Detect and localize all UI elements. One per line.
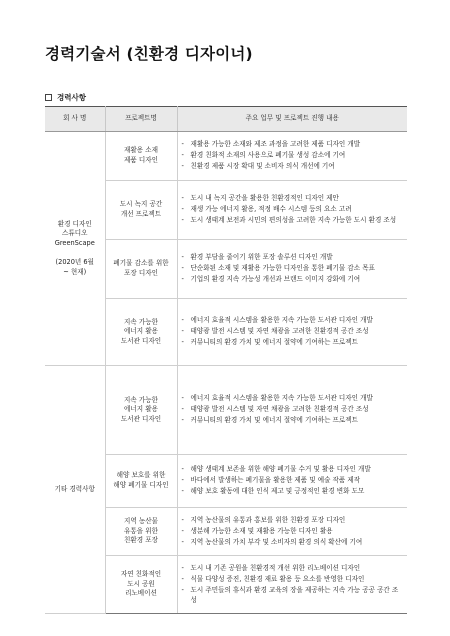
project-name: 도시 녹지 공간 개선 프로젝트 [105,181,177,240]
project-name: 지속 가능한 에너지 활용 도서관 디자인 [105,299,177,366]
career-table [45,106,407,614]
duty-item: - 기업의 환경 지속 가능성 개선과 브랜드 이미지 강화에 기여 [182,275,404,285]
duty-item: - 해양 생태계 보존을 위한 해양 폐기물 수거 및 활용 디자인 개발 [182,465,404,475]
project-name: 지속 가능한 에너지 활용 도서관 디자인 [105,366,177,455]
duty-cell [177,455,407,508]
duty-item: - 커뮤니티의 환경 가치 및 에너지 절약에 기여하는 프로젝트 [182,416,404,426]
duty-item: - 재활용 가능한 소재와 제조 과정을 고려한 제품 디자인 개발 [182,140,404,150]
duty-cell [177,299,407,366]
duty-cell [177,132,407,181]
duty-item: - 환경 친화적 소재의 사용으로 폐기물 생성 감소에 기여 [182,151,404,161]
duty-item: - 환경 부담을 줄이기 위한 포장 솔루션 디자인 개발 [182,253,404,263]
header-company: 회 사 명 [45,107,105,132]
duty-item: - 에너지 효율적 시스템을 활용한 지속 가능한 도서관 디자인 개발 [182,394,404,404]
duty-item: - 재생 가능 에너지 활용, 적정 배수 시스템 등의 요소 고려 [182,205,404,215]
duty-item: - 태양광 발전 시스템 및 자연 채광을 고려한 친환경적 공간 조성 [182,327,404,337]
duty-item: - 생분해 가능한 소재 및 재활용 가능한 디자인 활용 [182,527,404,537]
duty-cell [177,366,407,455]
duty-item: - 해양 보호 활동에 대한 인식 제고 및 긍정적인 환경 변화 도모 [182,487,404,497]
duty-item: - 단순화된 소재 및 재활용 가능한 디자인을 통한 폐기물 감소 목표 [182,264,404,274]
duty-cell [177,181,407,240]
checkbox-square-icon [45,94,52,101]
duty-item: - 지역 농산물의 가치 부각 및 소비자의 환경 의식 확산에 기여 [182,538,404,548]
project-name: 해양 보호를 위한 해양 폐기물 디자인 [105,455,177,508]
section-header [45,92,86,103]
company-name: 환경 디자인 스튜디오 GreenScape (2020년 6월 ~ 현재) [45,132,105,366]
header-duties: 주요 업무 및 프로젝트 진행 내용 [177,107,407,132]
duty-item: - 바다에서 발생하는 폐기물을 활용한 제품 및 예술 작품 제작 [182,476,404,486]
duty-item: - 커뮤니티의 환경 가치 및 에너지 절약에 기여하는 프로젝트 [182,338,404,348]
duty-item: - 지역 농산물의 유통과 홍보를 위한 친환경 포장 디자인 [182,516,404,526]
duty-item: - 도시 내 기존 공원을 친환경적 개선 위한 리노베이션 디자인 [182,564,404,574]
duty-item: - 친환경 제품 시장 확대 및 소비자 의식 개선에 기여 [182,162,404,172]
project-name: 자연 친화적인 도시 공원 리노베이션 [105,556,177,614]
duty-item: - 에너지 효율적 시스템을 활용한 지속 가능한 도서관 디자인 개발 [182,316,404,326]
header-project: 프로젝트명 [105,107,177,132]
project-name: 지역 농산물 유통을 위한 친환경 포장 [105,508,177,556]
table-header-row [45,107,407,132]
section-label: 경력사항 [57,93,86,102]
table-row [45,366,407,455]
duty-cell [177,508,407,556]
page-title: 경력기술서 (친환경 디자이너) [45,45,253,63]
duty-item: - 태양광 발전 시스템 및 자연 채광을 고려한 친환경적 공간 조성 [182,405,404,415]
company-name: 기타 경력사항 [45,366,105,614]
duty-item: - 식물 다양성 증진, 친환경 재료 활용 등 요소를 반영한 디자인 [182,575,404,585]
duty-item: - 도시 내 녹지 공간을 활용한 친환경적인 디자인 제안 [182,194,404,204]
project-name: 폐기물 감소를 위한 포장 디자인 [105,240,177,299]
duty-item: - 도시 생태계 보전과 시민의 편의성을 고려한 지속 가능한 도시 환경 조성 [182,216,404,226]
duty-cell [177,556,407,614]
table-row [45,132,407,181]
duty-item: - 도시 주민들의 휴식과 환경 교육의 장을 제공하는 지속 가능 공공 공간 조성 [182,586,404,605]
duty-cell [177,240,407,299]
project-name: 재활용 소재 제품 디자인 [105,132,177,181]
